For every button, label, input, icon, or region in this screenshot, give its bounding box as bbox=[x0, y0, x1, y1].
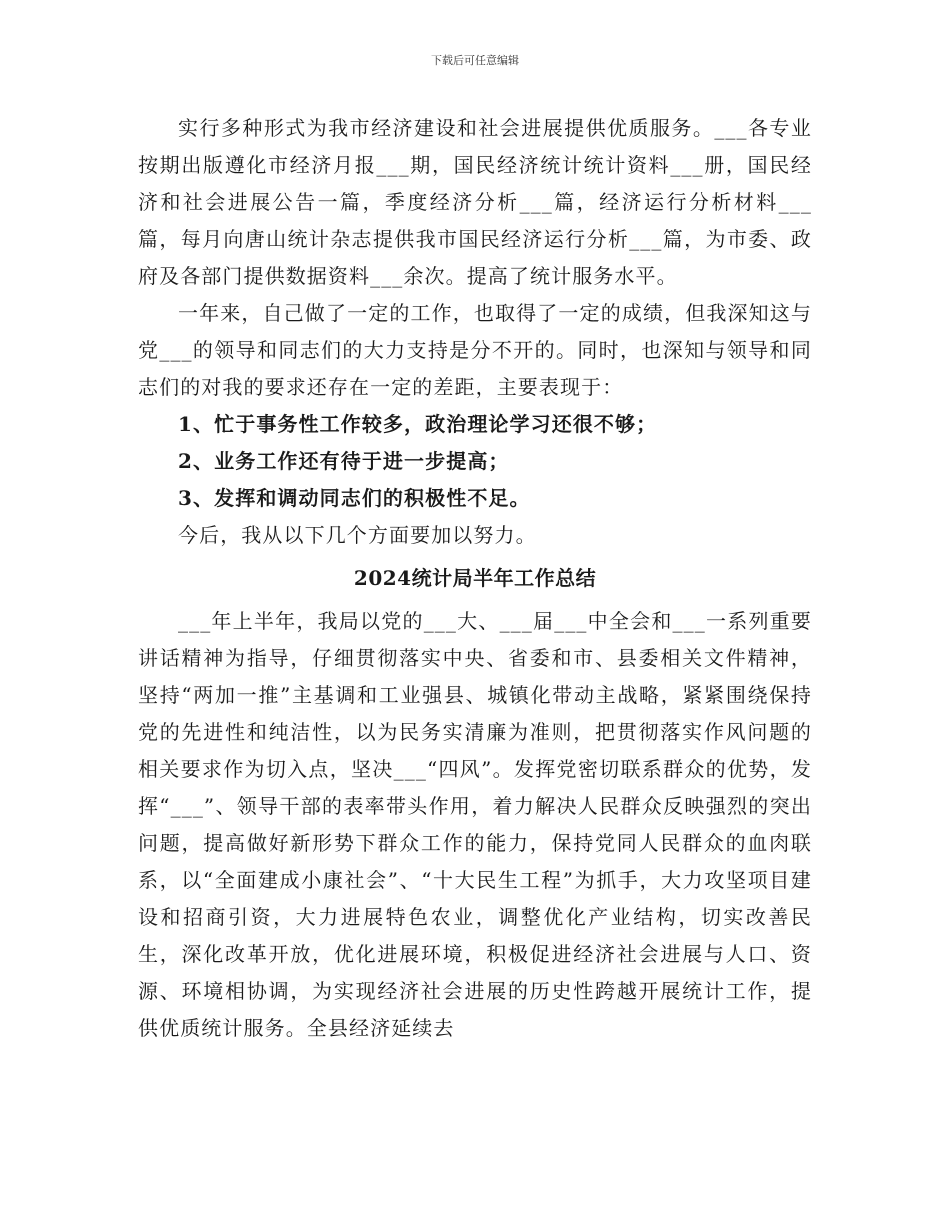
document-body bbox=[138, 110, 812, 1047]
paragraph-future-efforts: 今后，我从以下几个方面要加以努力。 bbox=[178, 523, 537, 547]
section-title: 2024统计局半年工作总结 bbox=[353, 566, 597, 590]
paragraph-statistics-services: 实行多种形式为我市经济建设和社会进展提供优质服务。___各专业按期出版遵化市经济月报___期，国民经济统计统计资料___册，国民经济和社会进展公告一篇，季度经济分析___篇，经济运行分析材料___篇，每月向唐山统计杂志提供我市国民经济运行分析___篇，为市委、政府及各部门提供数据资料___余次。提高了统计服务水平。 bbox=[138, 116, 812, 288]
paragraph-self-assessment: 一年来，自己做了一定的工作，也取得了一定的成绩，但我深知这与党___的领导和同志们的大力支持是分不开的。同时，也深知与领导和同志们的对我的要求还存在一定的差距，主要表现于： bbox=[138, 301, 812, 399]
paragraph-half-year-summary: ___年上半年，我局以党的___大、___届___中全会和___一系列重要讲话精神为指导，仔细贯彻落实中央、省委和市、县委相关文件精神，坚持“两加一推”主基调和工业强县、城镇化带动主战略，紧紧围绕保持党的先进性和纯洁性，以为民务实清廉为准则，把贯彻落实作风问题的相关要求作为切入点，坚决___“四风”。发挥党密切联系群众的优势，发挥“___”、领导干部的表率带头作用，着力解决人民群众反映强烈的突出问题，提高做好新形势下群众工作的能力，保持党同人民群众的血肉联系，以“全面建成小康社会”、“十大民生工程”为抓手，大力攻坚项目建设和招商引资，大力进展特色农业，调整优化产业结构，切实改善民生，深化改革开放，优化进展环境，积极促进经济社会进展与人口、资源、环境相协调，为实现经济社会进展的历史性跨越开展统计工作，提供优质统计服务。全县经济延续去 bbox=[138, 609, 812, 1040]
page-header: 下载后可任意编辑 bbox=[431, 54, 519, 67]
list-item-shortcoming-2: 2、业务工作还有待于进一步提高； bbox=[178, 449, 510, 473]
list-item-shortcoming-3: 3、发挥和调动同志们的积极性不足。 bbox=[178, 486, 531, 510]
list-item-shortcoming-1: 1、忙于事务性工作较多，政治理论学习还很不够； bbox=[178, 412, 658, 436]
